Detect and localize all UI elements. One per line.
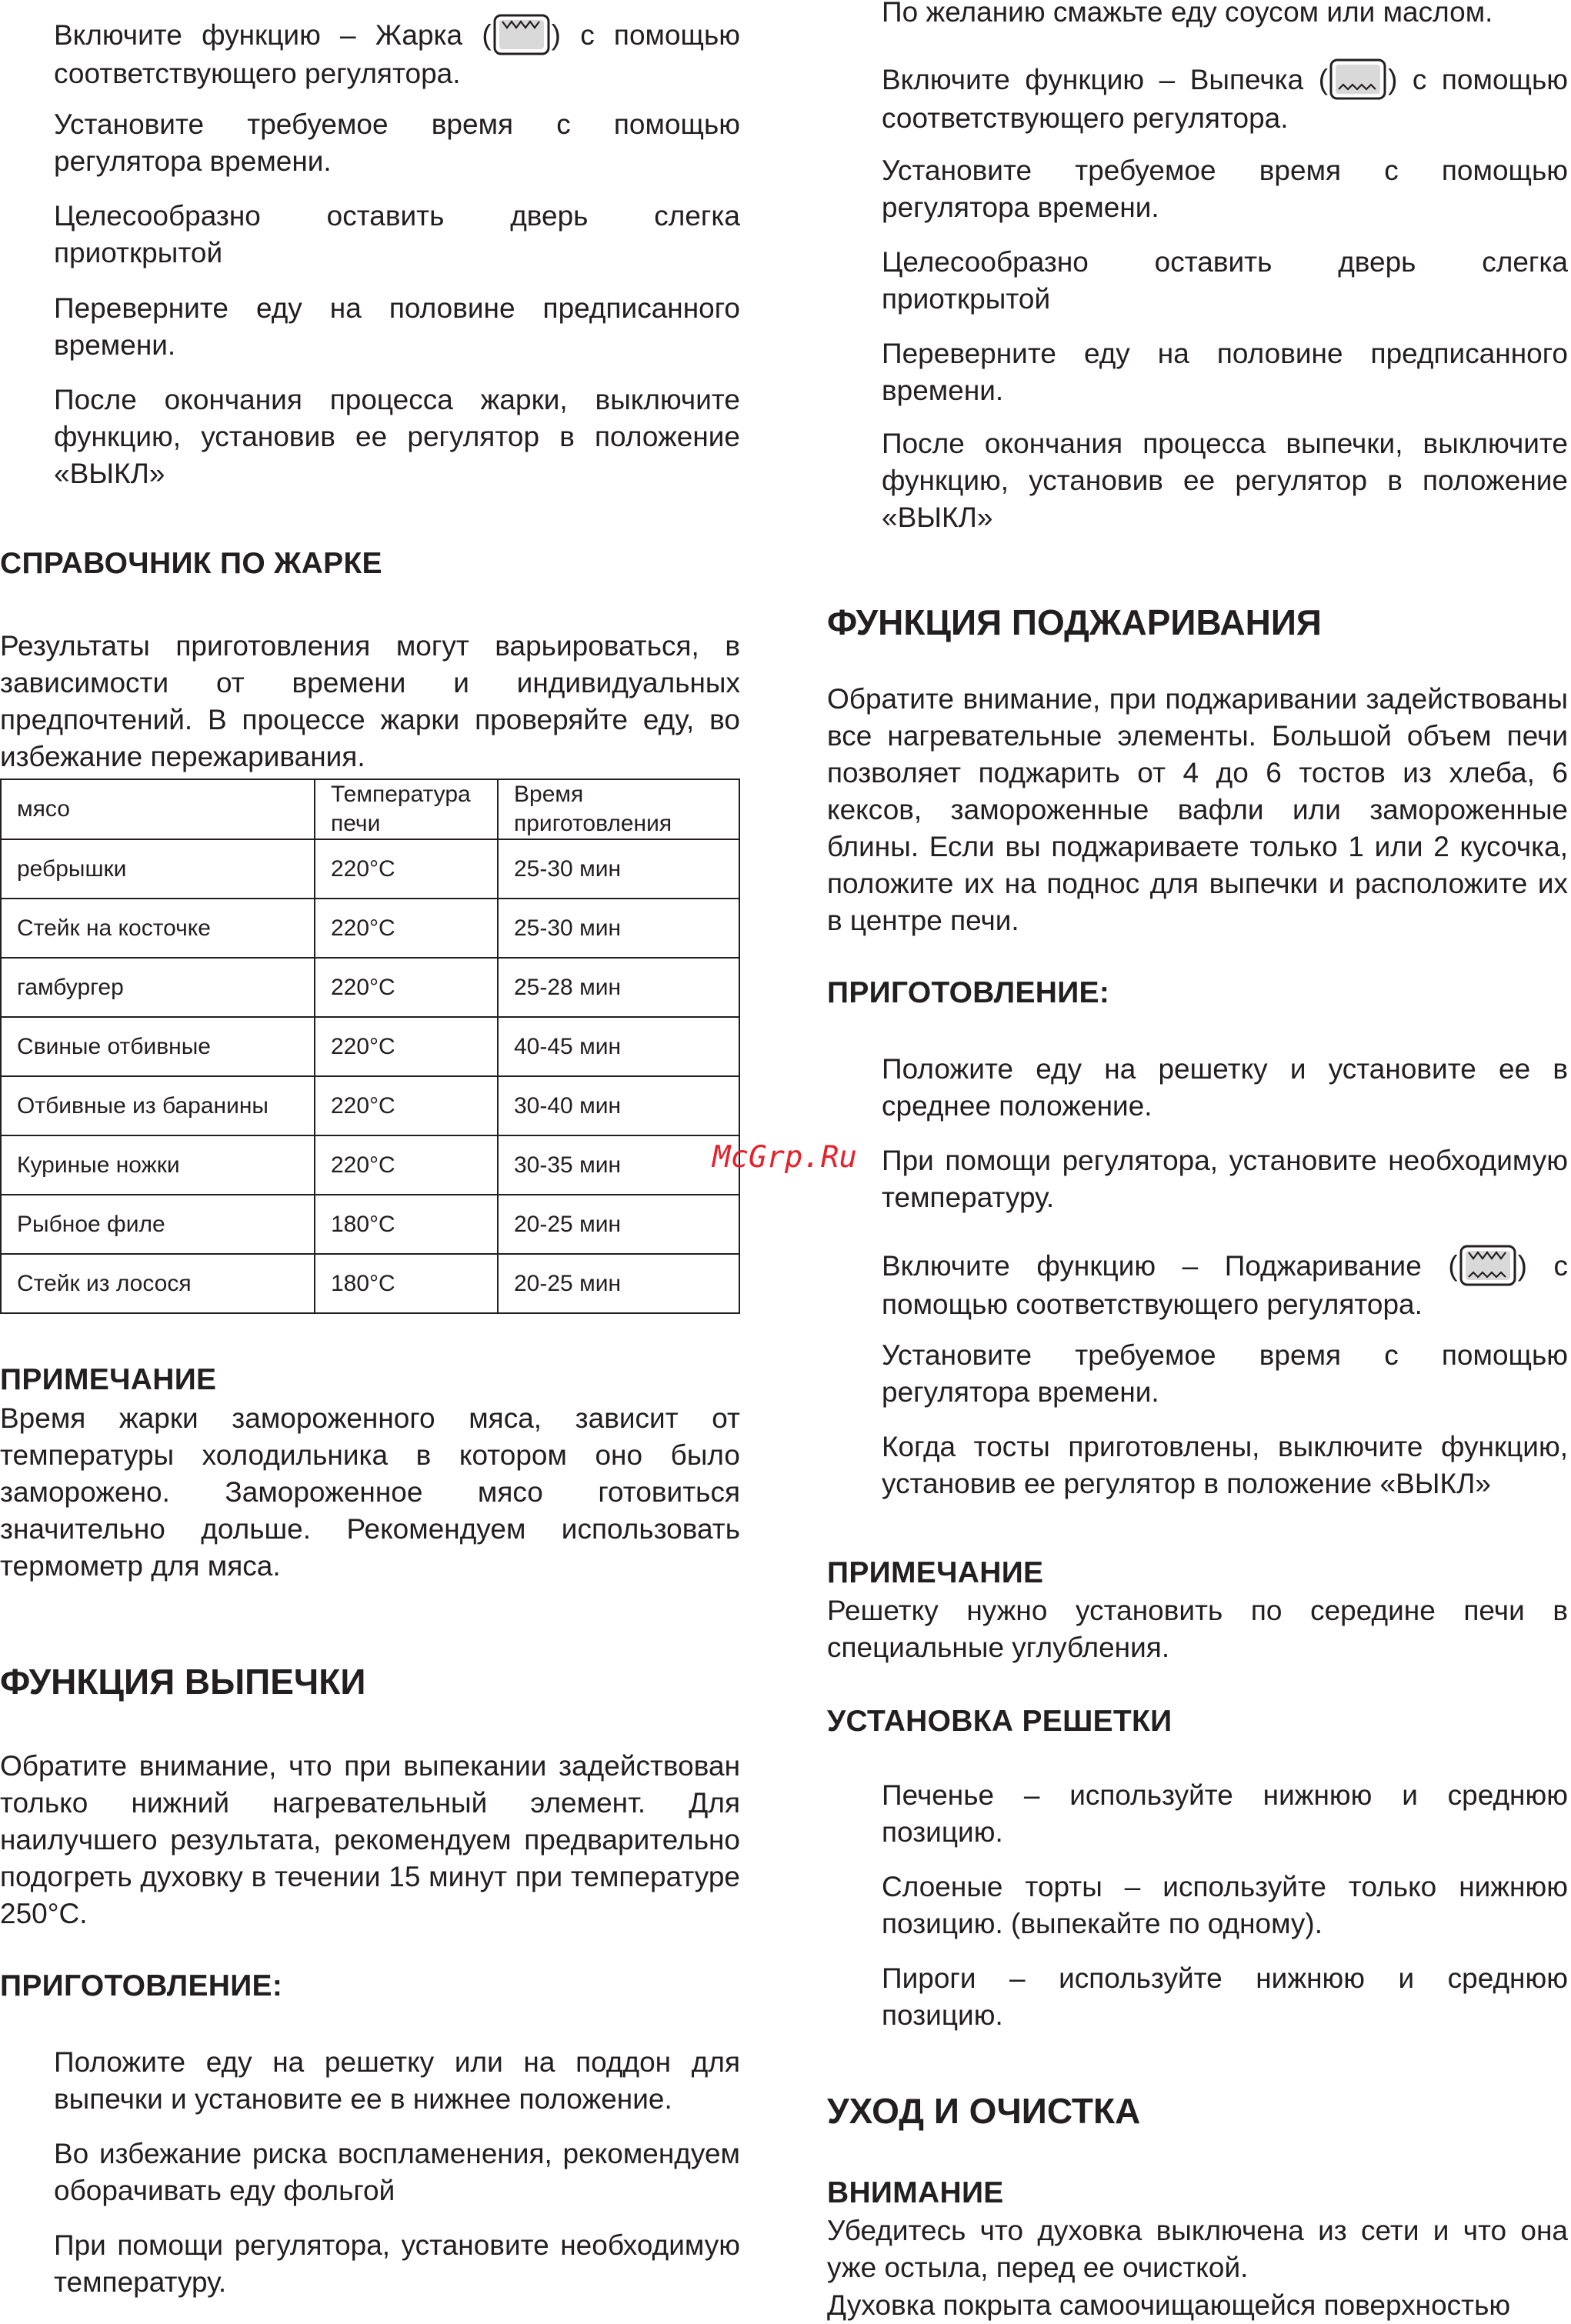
bake-step-9: После окончания процесса выпечки, выключите функцию, установив ее регулятор в положение «ВЫКЛ» xyxy=(882,428,1568,533)
bake-step-8: Переверните еду на половине предписанного времени. xyxy=(882,338,1568,406)
grill-step-5: После окончания процесса жарки, выключите функцию, установив ее регулятор в положение «ВЫКЛ» xyxy=(54,384,740,489)
cell-time: 30-35 мин xyxy=(498,1135,739,1195)
header-meat: мясо xyxy=(1,779,315,839)
note-title-left: ПРИМЕЧАНИЕ xyxy=(0,1363,217,1396)
cell-temperature: 220°C xyxy=(315,1017,498,1076)
table-row xyxy=(1,958,739,1017)
bake-step-6: Установите требуемое время с помощью регулятора времени. xyxy=(882,155,1568,223)
table-row xyxy=(1,899,739,958)
bake-step-5-text-a: Включите функцию – Выпечка ( xyxy=(882,64,1329,95)
cell-meat: ребрышки xyxy=(1,839,315,899)
cell-meat: Рыбное филе xyxy=(1,1195,315,1254)
cell-time: 25-28 мин xyxy=(498,958,739,1017)
grill-step-4: Переверните еду на половине предписанного времени. xyxy=(54,292,740,361)
toast-step-4: Установите требуемое время с помощью регулятора времени. xyxy=(882,1339,1568,1408)
bake-step-4: По желанию смажьте еду соусом или маслом. xyxy=(882,0,1493,28)
toast-step-1: Положите еду на решетку и установите ее в среднее положение. xyxy=(882,1053,1568,1122)
cell-temperature: 220°C xyxy=(315,1076,498,1135)
table-row xyxy=(1,1195,739,1254)
cell-temperature: 220°C xyxy=(315,839,498,899)
toast-intro: Обратите внимание, при поджаривании задействованы все нагревательные элементы. Большой объем печи позволяет поджарить от 4 до 6 тостов из хлеба, 6 кексов, замороженные вафли или замороженные блины. Если вы поджариваете только 1 или 2 кусочка, положите их на поднос для выпечки и расположите их в центре печи. xyxy=(827,683,1568,936)
toast-title: ФУНКЦИЯ ПОДЖАРИВАНИЯ xyxy=(827,602,1322,642)
rack-item-1: Печенье – используйте нижнюю и среднюю позицию. xyxy=(882,1779,1568,1848)
cell-meat: Стейк на косточке xyxy=(1,899,315,958)
table-row xyxy=(1,1254,739,1313)
bake-step-3: При помощи регулятора, установите необходимую температуру. xyxy=(54,2229,740,2298)
bake-step-7: Целесообразно оставить дверь слегка приоткрытой xyxy=(882,246,1568,315)
header-temperature: Температура печи xyxy=(315,779,498,839)
grill-table-header xyxy=(1,779,739,839)
grill-guide-title: СПРАВОЧНИК ПО ЖАРКЕ xyxy=(0,547,382,580)
toast-function-icon xyxy=(1459,1245,1516,1286)
table-row xyxy=(1,839,739,899)
watermark: McGrp.Ru xyxy=(712,1140,857,1175)
rack-item-2: Слоеные торты – используйте только нижнюю позицию. (выпекайте по одному). xyxy=(882,1871,1568,1939)
cell-temperature: 180°C xyxy=(315,1254,498,1313)
toast-step-3-text-b: ) с помощью соответствующего регулятора. xyxy=(882,1250,1569,1320)
cell-time: 40-45 мин xyxy=(498,1017,739,1076)
bake-step-5-text-b: ) с помощью соответствующего регулятора. xyxy=(882,64,1568,134)
toast-step-5: Когда тосты приготовлены, выключите функцию, установив ее регулятор в положение «ВЫКЛ» xyxy=(882,1431,1568,1499)
grill-step-2: Установите требуемое время с помощью регулятора времени. xyxy=(54,108,740,177)
toast-prep-title: ПРИГОТОВЛЕНИЕ: xyxy=(827,976,1110,1009)
note-title-right: ПРИМЕЧАНИЕ xyxy=(827,1556,1044,1589)
grill-guide-intro: Результаты приготовления могут варьироваться, в зависимости от времени и индивидуальных предпочтений. В процессе жарки проверяйте еду, во избежание пережаривания. xyxy=(0,630,740,772)
grill-step-1-text-b: ) с помощью соответствующего регулятора. xyxy=(54,19,741,89)
toast-step-3-text-a: Включите функцию – Поджаривание ( xyxy=(882,1250,1458,1282)
bake-step-2: Во избежание риска воспламенения, рекомендуем оборачивать еду фольгой xyxy=(54,2138,740,2206)
bake-step-1: Положите еду на решетку или на поддон для выпечки и установите ее в нижнее положение. xyxy=(54,2046,740,2115)
table-row xyxy=(1,1017,739,1076)
note-text-right: Решетку нужно установить по середине печи в специальные углубления. xyxy=(827,1595,1568,1663)
cell-temperature: 220°C xyxy=(315,899,498,958)
bake-prep-title: ПРИГОТОВЛЕНИЕ: xyxy=(0,1969,283,2002)
cell-temperature: 220°C xyxy=(315,1135,498,1195)
last-line: Духовка покрыта самоочищающейся поверхностью xyxy=(827,2289,1511,2321)
cell-time: 20-25 мин xyxy=(498,1254,739,1313)
bake-step-5 xyxy=(882,58,1568,137)
cell-time: 30-40 мин xyxy=(498,1076,739,1135)
grill-function-icon xyxy=(493,14,550,55)
grill-table xyxy=(0,779,740,1314)
note-text-left: Время жарки замороженного мяса, зависит от температуры холодильника в котором оно было заморожено. Замороженное мясо готовиться значительно дольше. Рекомендуем использовать термометр для мяса. xyxy=(0,1402,740,1582)
cell-time: 25-30 мин xyxy=(498,839,739,899)
bake-intro: Обратите внимание, что при выпекании задействован только нижний нагревательный элемент. Для наилучшего результата, рекомендуем предварительно подогреть духовку в течении 15 минут при температуре 250°C. xyxy=(0,1750,740,1929)
rack-item-3: Пироги – используйте нижнюю и среднюю позицию. xyxy=(882,1962,1568,2031)
grill-step-1-text-a: Включите функцию – Жарка ( xyxy=(54,19,492,51)
toast-step-3 xyxy=(882,1245,1568,1323)
bake-title: ФУНКЦИЯ ВЫПЕЧКИ xyxy=(0,1662,366,1702)
cell-time: 25-30 мин xyxy=(498,899,739,958)
cell-temperature: 220°C xyxy=(315,958,498,1017)
cell-meat: Куриные ножки xyxy=(1,1135,315,1195)
warning-title: ВНИМАНИЕ xyxy=(827,2176,1004,2209)
grill-step-1 xyxy=(54,14,740,92)
cell-meat: Стейк из лосося xyxy=(1,1254,315,1313)
table-row xyxy=(1,1076,739,1135)
header-time: Время приготовления xyxy=(498,779,739,839)
table-row xyxy=(1,1135,739,1195)
cell-meat: гамбургер xyxy=(1,958,315,1017)
grill-step-3: Целесообразно оставить дверь слегка приоткрытой xyxy=(54,200,740,268)
warning-text: Убедитесь что духовка выключена из сети и что она уже остыла, перед ее очисткой. xyxy=(827,2215,1568,2283)
cell-time: 20-25 мин xyxy=(498,1195,739,1254)
rack-title: УСТАНОВКА РЕШЕТКИ xyxy=(827,1705,1172,1738)
bake-function-icon xyxy=(1329,58,1386,100)
cell-temperature: 180°C xyxy=(315,1195,498,1254)
care-title: УХОД И ОЧИСТКА xyxy=(827,2091,1141,2131)
cell-meat: Отбивные из баранины xyxy=(1,1076,315,1135)
toast-step-2: При помощи регулятора, установите необходимую температуру. xyxy=(882,1145,1568,1213)
cell-meat: Свиные отбивные xyxy=(1,1017,315,1076)
